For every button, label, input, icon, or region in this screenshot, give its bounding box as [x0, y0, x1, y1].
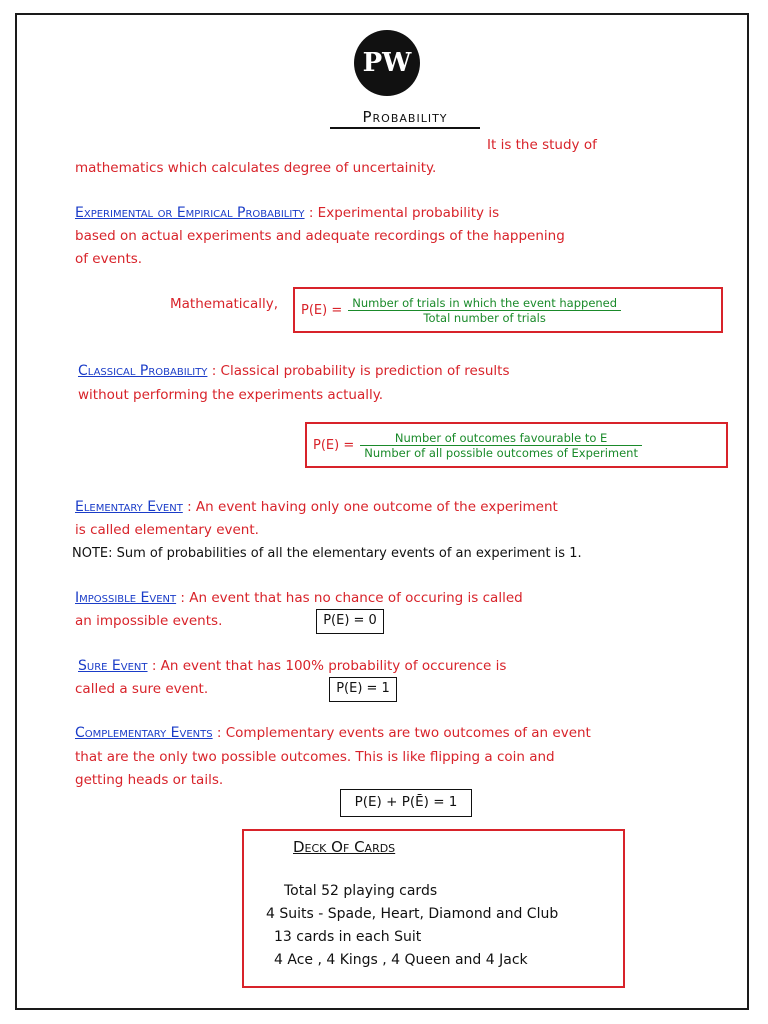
deck-of-cards-box	[242, 829, 625, 988]
complementary-section	[75, 722, 591, 745]
experimental-heading: Experimental or Empirical Probability	[75, 205, 305, 221]
classical-line-2: without performing the experiments actually.	[78, 387, 384, 403]
experimental-formula-lhs: P(E) =	[301, 302, 343, 318]
sure-heading: Sure Event	[78, 658, 148, 674]
deck-title: Deck Of Cards	[293, 838, 396, 856]
deck-line-2: 4 Suits - Spade, Heart, Diamond and Club	[266, 906, 559, 922]
page-title: Probability	[330, 108, 480, 129]
elementary-line-2: is called elementary event.	[75, 522, 259, 538]
elementary-heading: Elementary Event	[75, 499, 183, 515]
experimental-line-1: : Experimental probability is	[308, 205, 500, 221]
impossible-section	[75, 587, 523, 610]
pw-logo-text: PW	[362, 48, 412, 78]
classical-denominator: Number of all possible outcomes of Experiment	[364, 445, 638, 460]
intro-line-1: It is the study of	[487, 137, 597, 153]
elementary-section	[75, 496, 558, 519]
impossible-formula-box: P(E) = 0	[316, 609, 384, 634]
experimental-numerator: Number of trials in which the event happened	[348, 296, 621, 311]
classical-formula-lhs: P(E) =	[313, 437, 355, 453]
complementary-formula-box: P(E) + P(Ē) = 1	[340, 789, 472, 817]
experimental-denominator: Total number of trials	[423, 310, 546, 325]
intro-line-2: mathematics which calculates degree of uncertainity.	[75, 160, 437, 176]
mathematically-label: Mathematically,	[170, 296, 279, 312]
impossible-line-2: an impossible events.	[75, 613, 223, 629]
pw-logo	[354, 30, 420, 96]
complementary-heading: Complementary Events	[75, 725, 213, 741]
deck-line-4: 4 Ace , 4 Kings , 4 Queen and 4 Jack	[274, 952, 528, 968]
classical-fraction	[360, 431, 642, 460]
experimental-line-3: of events.	[75, 251, 143, 267]
complementary-line-3: getting heads or tails.	[75, 772, 224, 788]
deck-line-3: 13 cards in each Suit	[274, 929, 422, 945]
impossible-line-1: : An event that has no chance of occuring is called	[180, 590, 523, 606]
experimental-section	[75, 202, 499, 225]
classical-formula-box	[305, 422, 728, 468]
classical-heading: Classical Probability	[78, 363, 208, 379]
classical-line-1: : Classical probability is prediction of results	[211, 363, 510, 379]
sure-line-2: called a sure event.	[75, 681, 209, 697]
experimental-fraction	[348, 296, 621, 325]
experimental-line-2: based on actual experiments and adequate recordings of the happening	[75, 228, 565, 244]
experimental-formula-box	[293, 287, 723, 333]
complementary-line-1: : Complementary events are two outcomes of an event	[216, 725, 591, 741]
sure-formula-box: P(E) = 1	[329, 677, 397, 702]
deck-line-1: Total 52 playing cards	[284, 883, 438, 899]
sure-section	[78, 655, 506, 678]
elementary-note: NOTE: Sum of probabilities of all the elementary events of an experiment is 1.	[72, 546, 582, 561]
impossible-heading: Impossible Event	[75, 590, 177, 606]
sure-line-1: : An event that has 100% probability of occurence is	[151, 658, 507, 674]
classical-numerator: Number of outcomes favourable to E	[360, 431, 642, 446]
complementary-line-2: that are the only two possible outcomes. This is like flipping a coin and	[75, 749, 555, 765]
elementary-line-1: : An event having only one outcome of the experiment	[187, 499, 558, 515]
classical-section	[78, 360, 510, 383]
